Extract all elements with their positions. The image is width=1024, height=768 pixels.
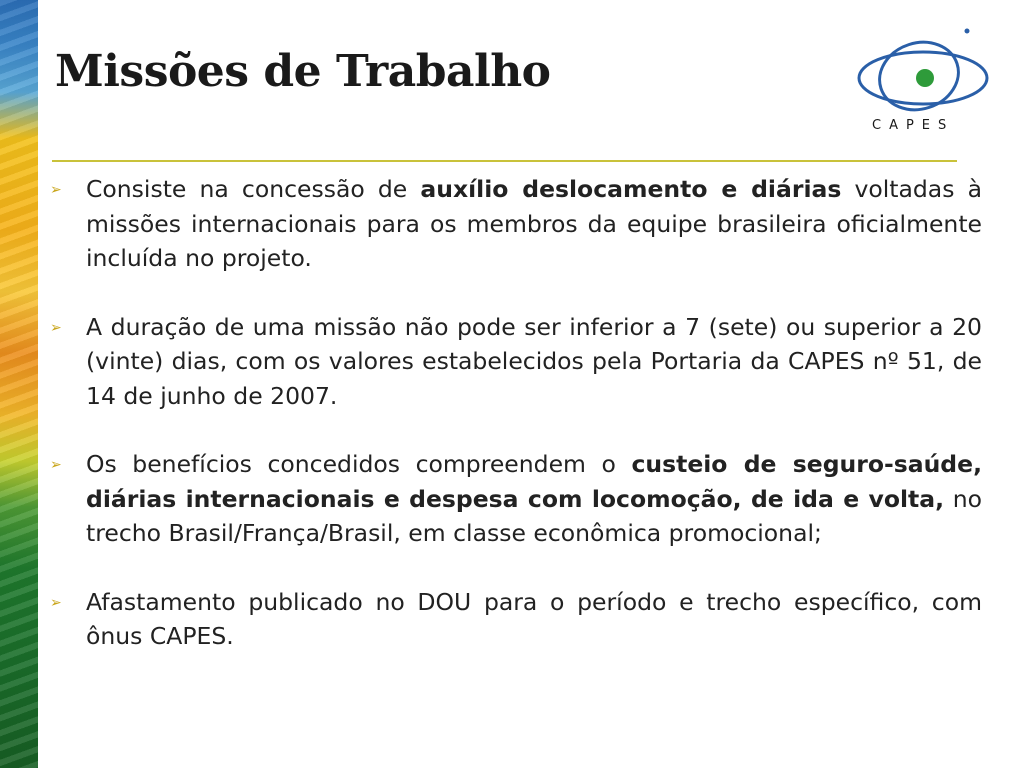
bullet-text: Consiste na concessão de — [86, 175, 421, 203]
chevron-right-icon: ➢ — [50, 457, 62, 473]
decorative-side-stripe — [0, 0, 38, 768]
bullet-item — [50, 585, 982, 654]
bullet-item — [50, 447, 982, 551]
bullet-item — [50, 172, 982, 276]
bullet-text: Afastamento publicado no DOU para o período e trecho específico, com ônus CAPES. — [86, 587, 982, 650]
bullet-text: no trecho Brasil/França/Brasil, em classe econômica promocional; — [86, 484, 982, 547]
bullet-bold-text: custeio de seguro-saúde, diárias internacionais e despesa com locomoção, de ida e volta, — [86, 450, 982, 513]
bullet-text: A duração de uma missão não pode ser inferior a 7 (sete) ou superior a 20 (vinte) dias, com os valores estabelecidos pela Portaria da CAPES nº 51, de 14 de junho de 2007. — [86, 312, 982, 410]
slide-title: Missões de Trabalho — [55, 46, 551, 97]
bullet-text: voltadas à missões internacionais para os membros da equipe brasileira oficialmente incluída no projeto. — [86, 175, 982, 272]
bullet-bold-text: auxílio deslocamento e diárias — [420, 175, 842, 203]
chevron-right-icon: ➢ — [50, 182, 62, 198]
chevron-right-icon: ➢ — [50, 319, 62, 336]
title-divider — [52, 160, 957, 162]
bullet-item — [50, 310, 982, 414]
bullet-list — [50, 172, 982, 688]
bullet-text: Os benefícios concedidos compreendem o — [86, 450, 632, 478]
chevron-right-icon: ➢ — [50, 594, 62, 611]
capes-logo-text: CAPES — [872, 118, 955, 133]
